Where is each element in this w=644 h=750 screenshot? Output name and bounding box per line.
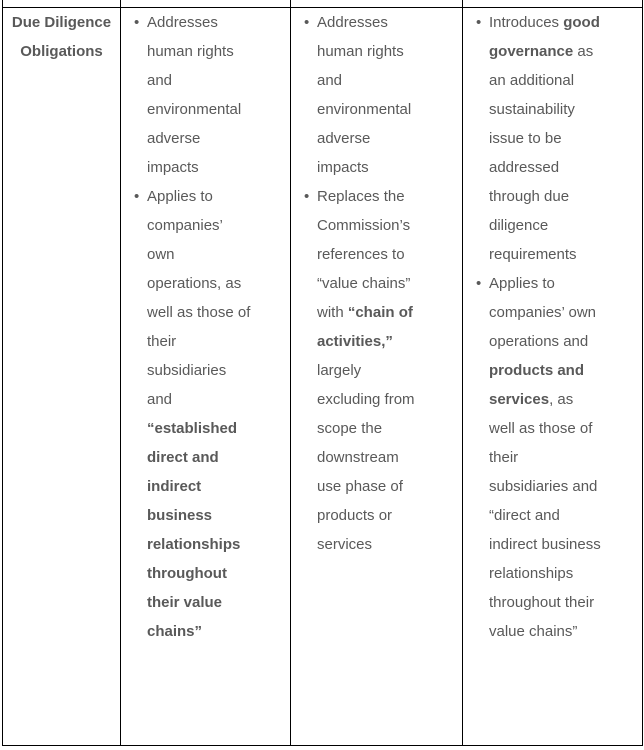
sliver-cell <box>121 0 291 8</box>
bullet-item <box>121 8 290 182</box>
sliver-cell <box>3 0 121 8</box>
text-segment: , as well as those of their subsidiaries and “direct and indirect business relationships throughout their value chains” <box>489 391 601 640</box>
bullet-item <box>291 182 462 559</box>
column-1-cell <box>121 8 291 746</box>
text-segment: Addresses human rights and environmental adverse impacts <box>147 14 242 176</box>
text-segment: Applies to companies’ own operations and <box>489 275 596 350</box>
bullet-item <box>463 269 642 646</box>
bullet-item <box>291 8 462 182</box>
bullet-list <box>291 8 462 559</box>
text-segment: Introduces <box>489 14 564 31</box>
bold-text-segment: “chain of activities,” <box>317 304 413 350</box>
bold-text-segment: “established direct and indirect business relationships throughout their value chains” <box>147 420 241 640</box>
column-3-cell <box>463 8 643 746</box>
previous-row-sliver <box>3 0 643 8</box>
text-segment: Applies to companies’ own operations, as well as those of their subsidiaries and <box>147 188 251 408</box>
bold-text-segment: products and services <box>489 362 585 408</box>
sliver-cell <box>463 0 643 8</box>
comparison-table <box>2 0 643 746</box>
row-header-due-diligence-obligations: Due Diligence Obligations <box>3 8 121 746</box>
bullet-item <box>463 8 642 269</box>
text-segment: Addresses human rights and environmental adverse impacts <box>317 14 412 176</box>
text-segment: largely excluding from scope the downstream use phase of products or services <box>317 362 415 553</box>
text-segment: as an additional sustainability issue to be addressed through due diligence requirements <box>489 43 594 263</box>
bullet-list <box>463 8 642 646</box>
bullet-list <box>121 8 290 646</box>
text-segment: Replaces the Commission’s references to “value chains” with <box>317 188 411 321</box>
bold-text-segment: good governance <box>489 14 600 60</box>
bullet-item <box>121 182 290 646</box>
column-2-cell <box>291 8 463 746</box>
sliver-cell <box>291 0 463 8</box>
due-diligence-row <box>3 8 643 746</box>
